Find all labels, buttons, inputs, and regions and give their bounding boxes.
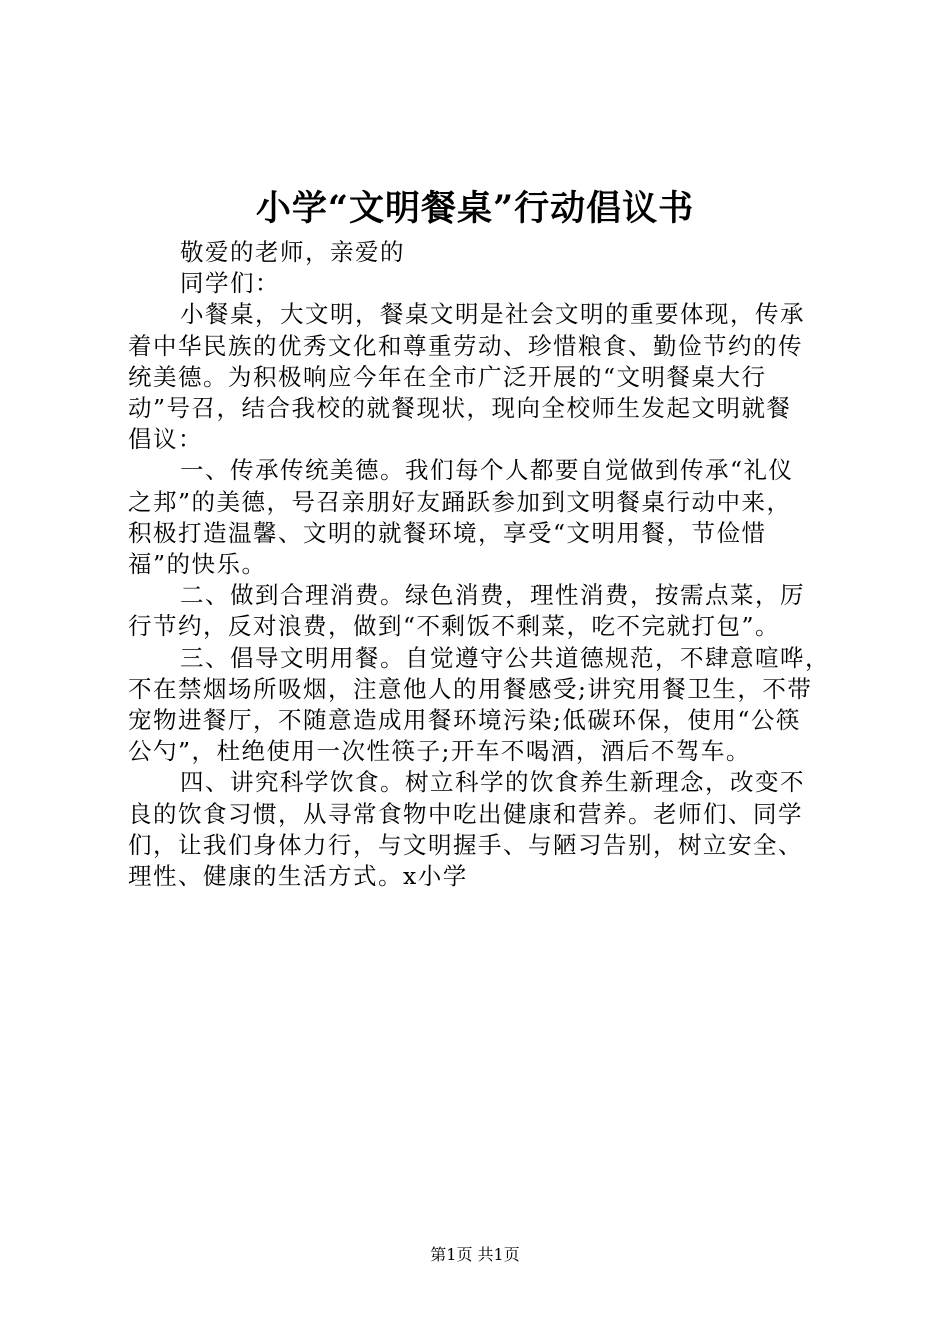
text-line: 积极打造温馨、文明的就餐环境，享受“文明用餐，节俭惜 [128,518,767,547]
text-line: 福”的快乐。 [128,550,267,579]
salutation-line: 敬爱的老师，亲爱的 [180,238,405,266]
text-line: 理性、健康的生活方式。x小学 [128,862,468,891]
paragraph-item-4 [128,767,828,892]
text-line: 着中华民族的优秀文化和尊重劳动、珍惜粮食、勤俭节约的传 [128,331,803,360]
text-line: 二、做到合理消费。绿色消费，理性消费，按需点菜，厉 [180,581,805,610]
text-line: 行节约，反对浪费，做到“不剩饭不剩菜，吃不完就打包”。 [128,612,781,641]
document-body [128,237,828,892]
text-line: 三、倡导文明用餐。自觉遵守公共道德规范，不肆意喧哗， [180,643,830,672]
text-line: 倡议： [128,425,203,454]
text-line: 四、讲究科学饮食。树立科学的饮食养生新理念，改变不 [180,768,805,797]
paragraph-item-1 [128,455,828,580]
text-line: 一、传承传统美德。我们每个人都要自觉做到传承“礼仪 [180,456,794,485]
paragraph-item-3 [128,643,828,768]
text-line: 公勺”，杜绝使用一次性筷子;开车不喝酒，酒后不驾车。 [128,737,751,766]
paragraph-item-2 [128,580,828,642]
text-line: 良的饮食习惯，从寻常食物中吃出健康和营养。老师们、同学 [128,799,803,828]
text-line: 动”号召，结合我校的就餐现状，现向全校师生发起文明就餐 [128,394,792,423]
paragraph-intro [128,299,828,455]
text-line: 不在禁烟场所吸烟，注意他人的用餐感受;讲究用餐卫生，不带 [128,674,813,703]
page-footer: 第1页 共1页 [430,1245,520,1264]
text-line: 统美德。为积极响应今年在全市广泛开展的“文明餐桌大行 [128,362,767,391]
text-line: 之邦”的美德，号召亲朋好友踊跃参加到文明餐桌行动中来， [128,487,792,516]
salutation-line: 同学们： [180,269,280,298]
page-title: 小学“文明餐桌”行动倡议书 [255,188,695,229]
text-line: 们，让我们身体力行，与文明握手、与陋习告别，树立安全、 [128,830,803,859]
text-line: 宠物进餐厅，不随意造成用餐环境污染;低碳环保，使用“公筷 [128,706,801,735]
text-line: 小餐桌，大文明，餐桌文明是社会文明的重要体现，传承 [180,300,805,329]
